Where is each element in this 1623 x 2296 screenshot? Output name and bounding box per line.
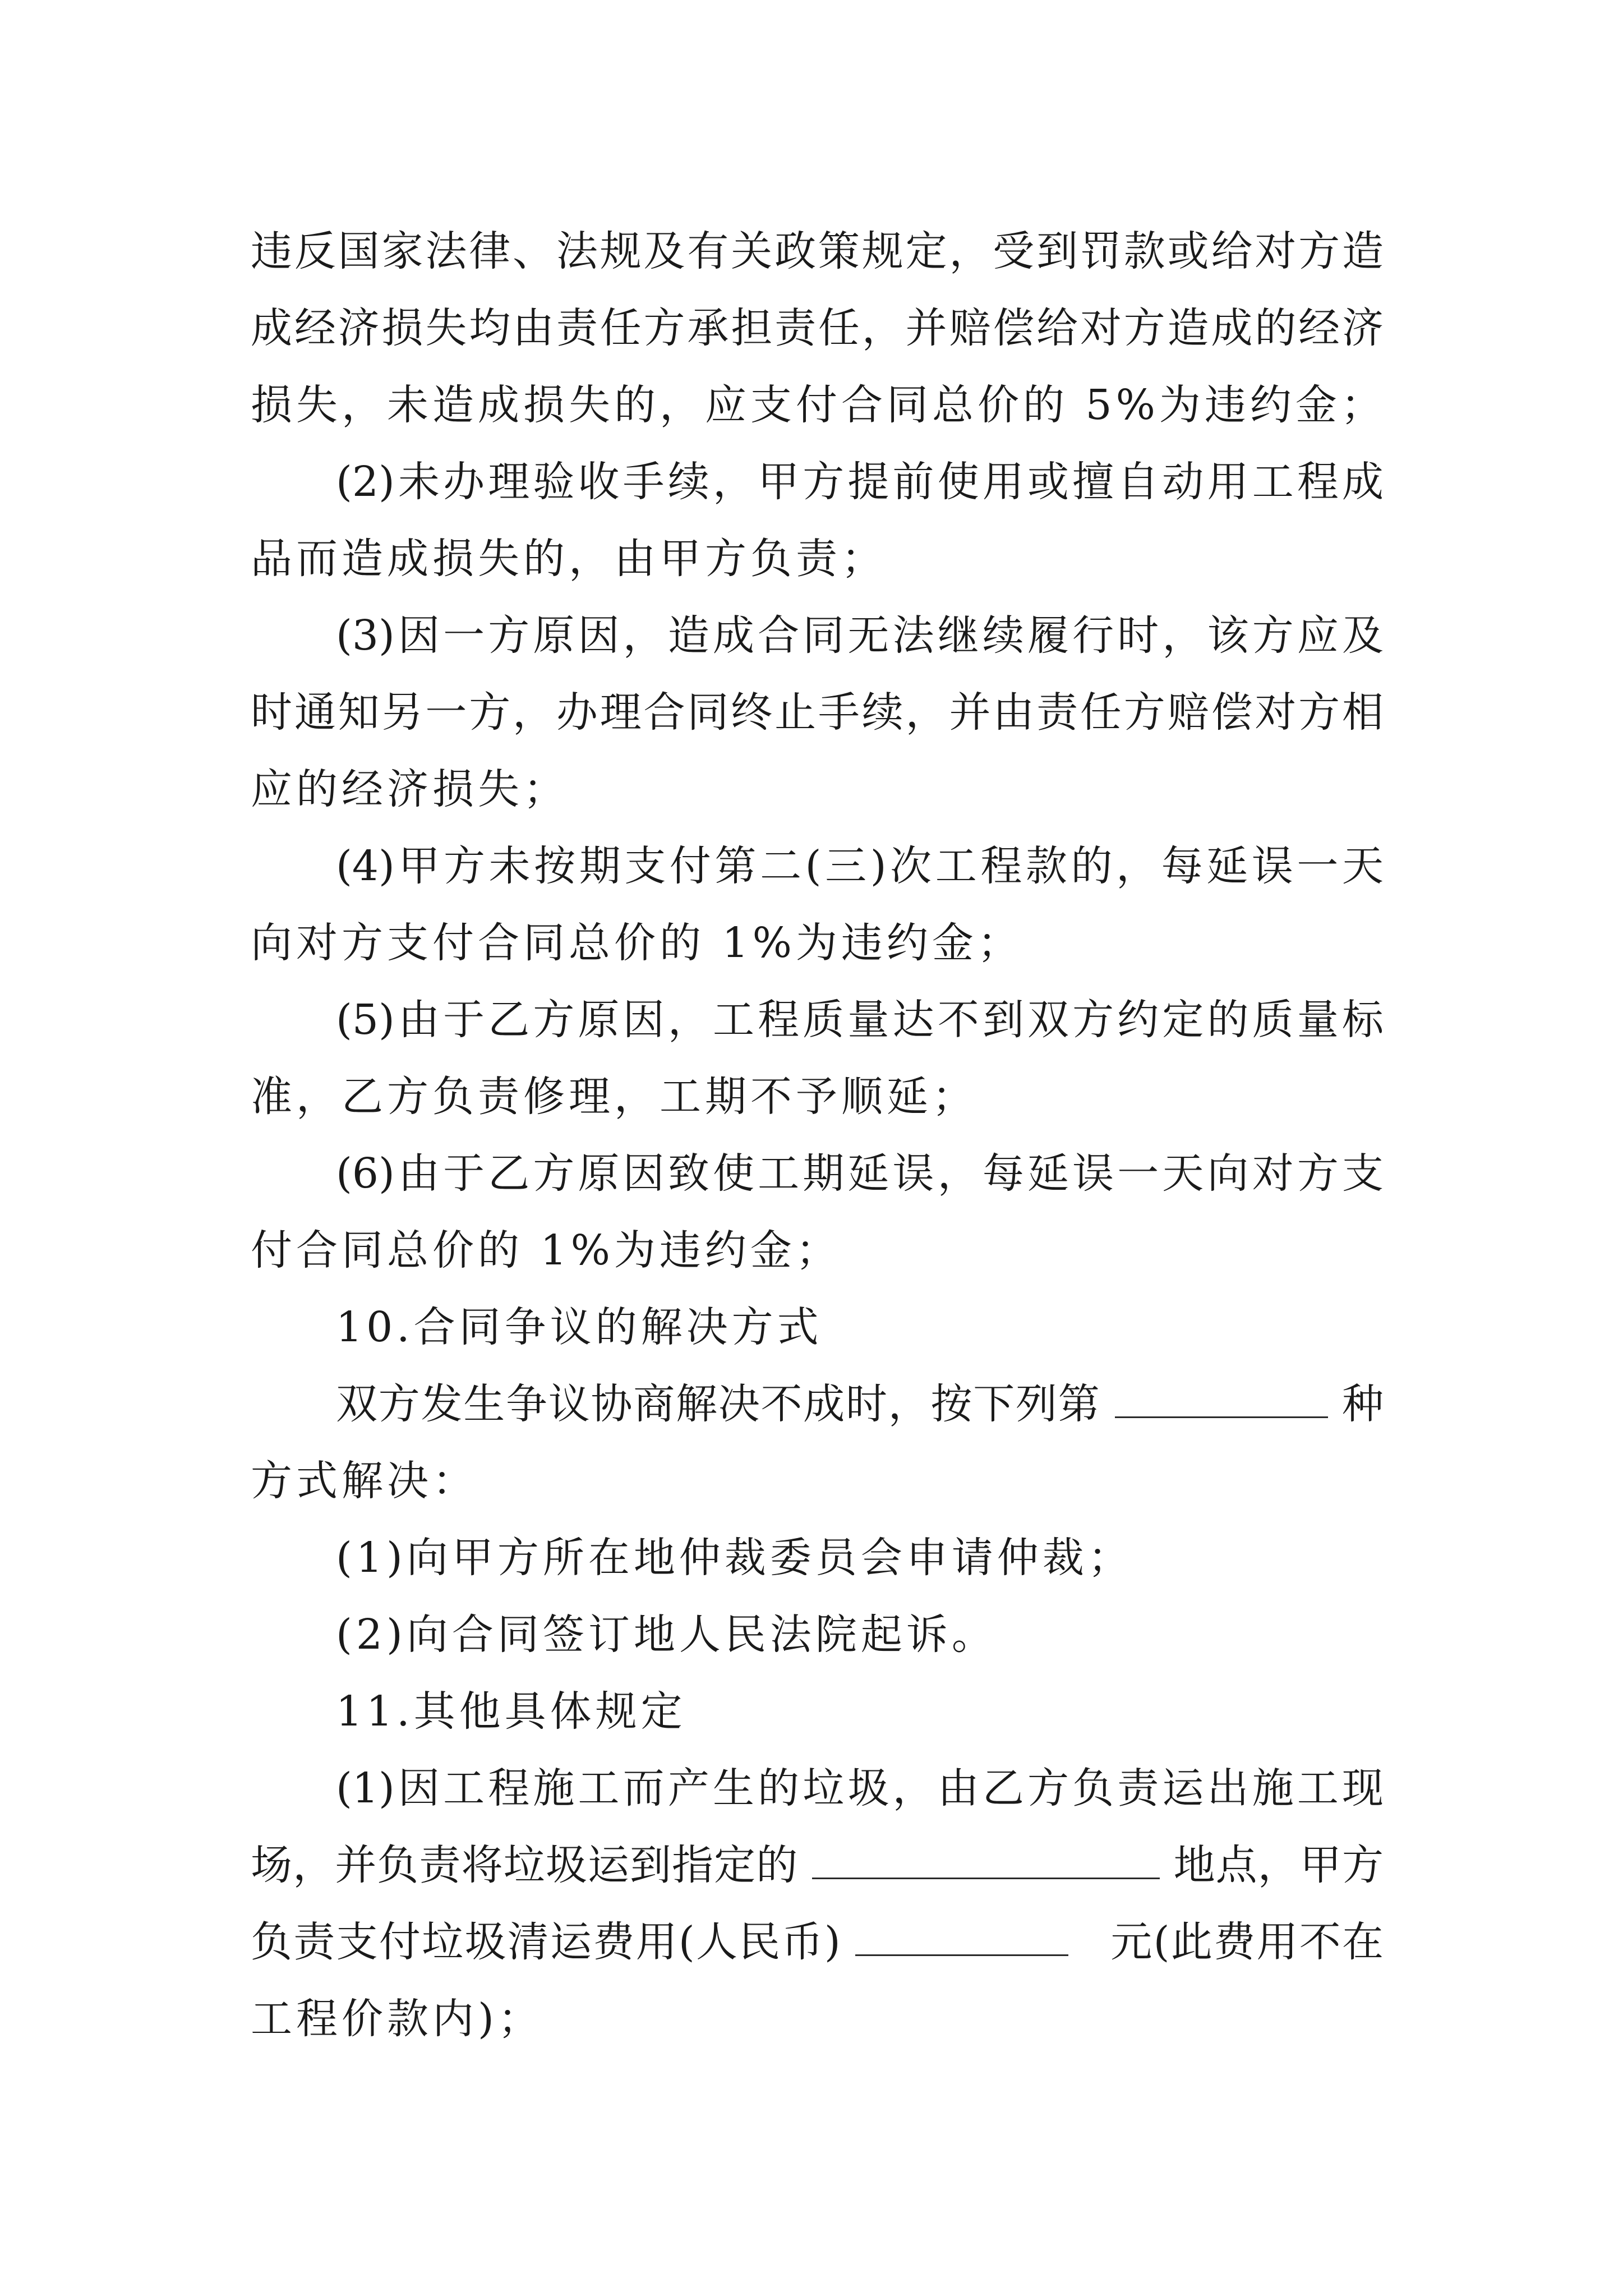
text-run: (1)因工程施工而产生的垃圾，由乙方负责运出施工现 [336,1764,1384,1812]
clause-2 [251,444,1384,521]
text-run: 付合同总价的 1%为违约金； [251,1226,841,1274]
clause-4 [251,828,1384,905]
clause-11-1 [251,1750,1384,1827]
contract-text [251,213,1384,2058]
text-run: 品而造成损失的，由甲方负责； [251,535,887,583]
text-line [251,367,1384,444]
option-1 [251,1520,1384,1596]
text-line [251,290,1384,367]
text-run: (4)甲方未按期支付第二(三)次工程款的，每延误一天 [336,842,1384,890]
clause-3 [251,597,1384,674]
text-run: (2)向合同签订地人民法院起诉。 [336,1611,997,1659]
text-line [251,674,1384,751]
text-run: (6)由于乙方原因致使工期延误，每延误一天向对方支 [336,1149,1384,1198]
text-run: 负责支付垃圾清运费用(人民币) [251,1918,841,1966]
text-run: 场，并负责将垃圾运到指定的 [251,1841,799,1889]
blank-field[interactable] [812,1843,1160,1879]
text-run: 工程价款内)； [251,1995,543,2043]
fee-line [251,1904,1384,1981]
text-run: 损失，未造成损失的，应支付合同总价的 5%为违约金； [251,381,1386,429]
text-run: 11.其他具体规定 [336,1687,686,1736]
text-run: 应的经济损失； [251,765,569,813]
section-heading-10 [251,1289,1384,1366]
text-run: 成经济损失均由责任方承担责任，并赔偿给对方造成的经济 [251,304,1384,352]
text-run: (3)因一方原因，造成合同无法继续履行时，该方应及 [336,611,1384,660]
text-run: 时通知另一方，办理合同终止手续，并由责任方赔偿对方相 [251,688,1384,737]
text-line [251,521,1384,597]
text-run: 向对方支付合同总价的 1%为违约金； [251,919,1023,967]
text-run: 违反国家法律、法规及有关政策规定，受到罚款或给对方造 [251,227,1384,275]
text-line [251,1981,1384,2058]
option-2 [251,1596,1384,1673]
text-run: 地点，甲方 [1173,1841,1384,1889]
text-run: 种 [1342,1380,1384,1428]
dispute-line [251,1366,1384,1443]
text-run: (2)未办理验收手续，甲方提前使用或擅自动用工程成 [336,458,1384,506]
text-run: 双方发生争议协商解决不成时，按下列第 [336,1380,1101,1428]
text-run: 准，乙方负责修理，工期不予顺延； [251,1073,978,1121]
garbage-line [251,1827,1384,1904]
text-run: 元(此费用不在 [1110,1918,1384,1966]
text-run: (5)由于乙方原因，工程质量达不到双方约定的质量标 [336,996,1384,1044]
text-run: (1)向甲方所在地仲裁委员会申请仲裁； [336,1534,1133,1582]
text-run: 10.合同争议的解决方式 [336,1303,823,1351]
clause-6 [251,1135,1384,1212]
text-line [251,751,1384,828]
text-line [251,1212,1384,1289]
text-run: 方式解决： [251,1457,478,1505]
text-line [251,1059,1384,1135]
text-line [251,905,1384,982]
clause-5 [251,982,1384,1059]
text-line [251,1443,1384,1520]
blank-field[interactable] [1115,1382,1328,1418]
text-line [251,213,1384,290]
section-heading-11 [251,1673,1384,1750]
blank-field[interactable] [855,1920,1068,1956]
